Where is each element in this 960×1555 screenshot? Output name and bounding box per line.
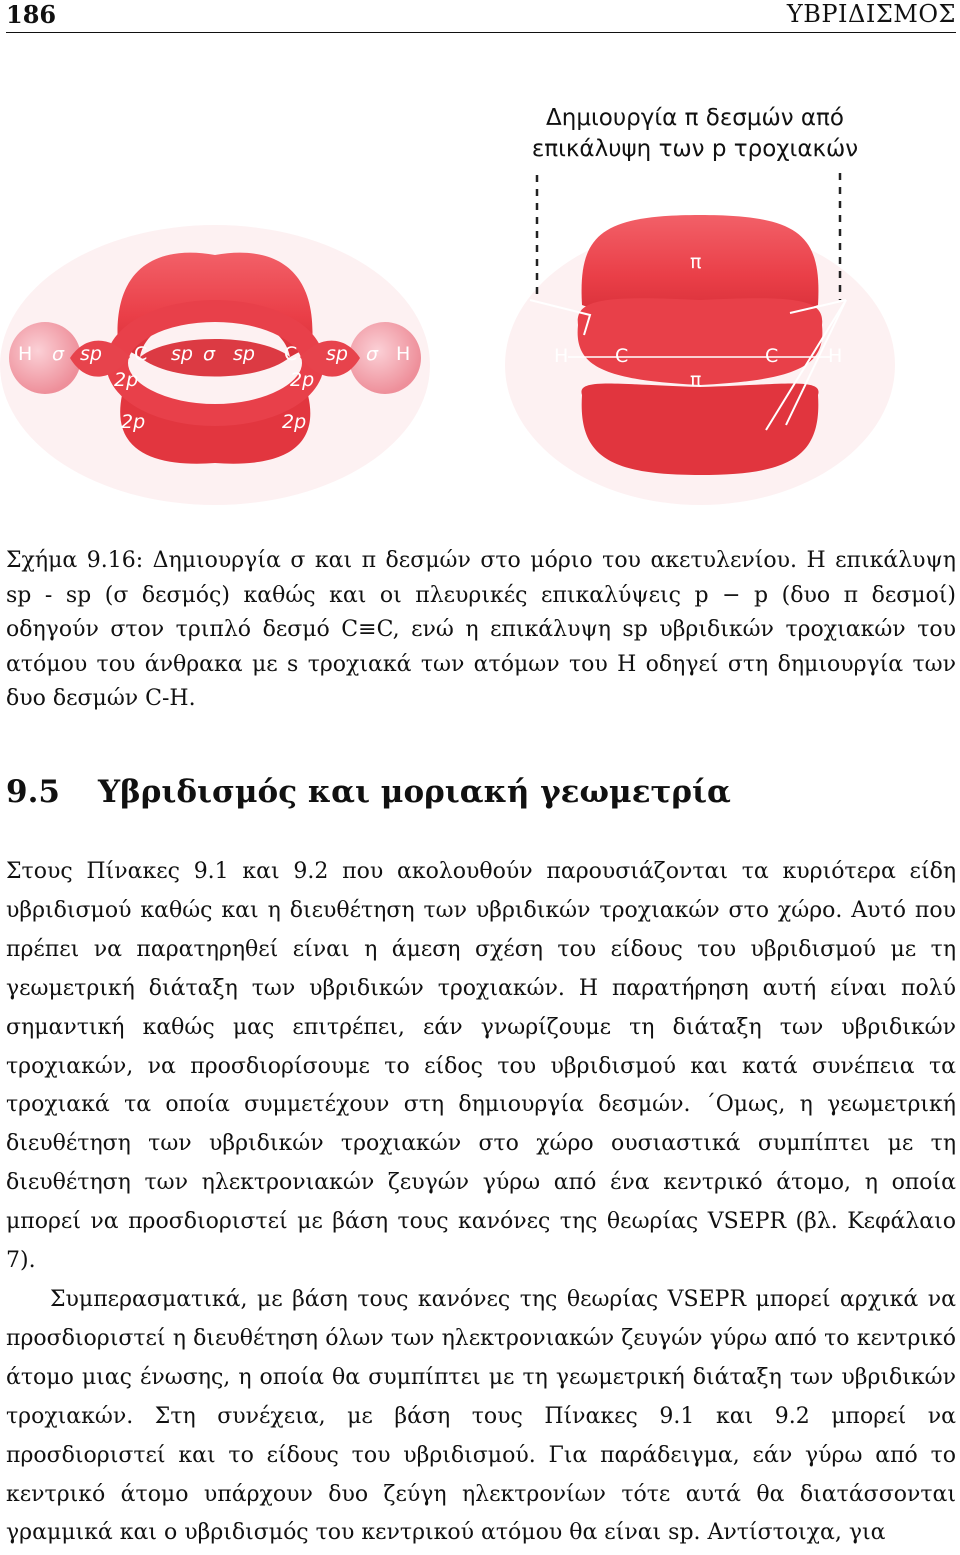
right-orbital-view bbox=[505, 173, 895, 505]
figure-annotation bbox=[500, 103, 890, 165]
label-c-left-right-view: C bbox=[615, 345, 629, 367]
label-pi-middle: π bbox=[690, 369, 702, 391]
label-sp-mid-right: sp bbox=[233, 343, 255, 365]
label-h-left-right-view: H bbox=[554, 345, 569, 367]
label-sp-right: sp bbox=[326, 343, 348, 365]
body-paragraph: Στους Πίνακες 9.1 και 9.2 που ακολουθούν παρουσιάζονται τα κυριότερα είδη υβριδισμού καθώς και η διευθέτηση των υβριδικών τροχιακών στο χώρο. Αυτό που πρέπει να παρατηρηθεί είναι η άμεση σχέση του είδους του υβριδισμού με τη γεωμετρική διάταξη των υβριδικών τροχιακών. Η παρατήρηση αυτή είναι πολύ σημαντική καθώς μας επιτρέπει, εάν γνωρίζουμε τη διάταξη των υβριδικών τροχιακών, να προσδιορίσουμε το είδος του υβριδισμού και κατά συνέπεια τα τροχιακά τα οποία συμμετέχουν στη δημιουργία δεσμών. ΄Ομως, η γεωμετρική διευθέτηση των υβριδικών τροχιακών στο χώρο ουσιαστικά συμπίπτει με τη διευθέτηση των ηλεκτρονιακών ζευγών γύρω από ένα κεντρικό άτομο, η οποία μπορεί να προσδιοριστεί με βάση τους κανόνες της θεωρίας VSEPR (βλ. Κεφάλαιο 7). bbox=[6, 859, 956, 1274]
label-sigma-right: σ bbox=[366, 343, 379, 365]
label-sp-left: sp bbox=[80, 343, 102, 365]
body-paragraph: Συμπερασματικά, με βάση τους κανόνες της θεωρίας VSEPR μπορεί αρχικά να προσδιοριστεί η διευθέτηση όλων των ηλεκτρονιακών ζευγών γύρω από το κεντρικό άτομο μιας ένωσης, η οποία θα συμπίπτει με τη γεωμετρική διάταξη των υβριδικών τροχιακών. Στη συνέχεια, με βάση τους Πίνακες 9.1 και 9.2 μπορεί να προσδιοριστεί και το είδους του υβριδισμού. Για παράδειγμα, εάν γύρω από το κεντρικό άτομο υπάρχουν δυο ζεύγη ηλεκτρονίων τότε αυτά θα διατάσσονται γραμμικά και ο υβριδισμός του κεντρικού ατόμου θα είναι sp. Αντίστοιχα, για bbox=[6, 1287, 956, 1546]
label-h-right-right-view: H bbox=[828, 345, 843, 367]
label-h-left: H bbox=[18, 343, 33, 365]
figure-annotation-line-2: επικάλυψη των p τροχιακών bbox=[531, 136, 859, 162]
left-orbital-view bbox=[0, 225, 430, 505]
label-c-left: C bbox=[134, 343, 148, 365]
page-number: 186 bbox=[6, 0, 57, 29]
label-h-right: H bbox=[396, 343, 411, 365]
running-title: ΥΒΡΙΔΙΣΜΟΣ bbox=[786, 0, 956, 28]
acetylene-orbital-figure bbox=[0, 95, 960, 515]
label-2p-lower-left: 2p bbox=[121, 411, 146, 433]
label-pi-top: π bbox=[690, 251, 702, 273]
section-heading bbox=[6, 774, 731, 810]
label-2p-upper-left: 2p bbox=[114, 369, 139, 391]
pi-lobe-bottom bbox=[581, 384, 818, 476]
label-sp-mid-left: sp bbox=[171, 343, 193, 365]
label-sigma-left: σ bbox=[52, 343, 65, 365]
label-c-right-right-view: C bbox=[765, 345, 779, 367]
figure-annotation-line-1: Δημιουργία π δεσμών από bbox=[546, 105, 844, 131]
figure-caption: Σχήμα 9.16: Δημιουργία σ και π δεσμών στο μόριο του ακετυλενίου. Η επικάλυψη sp - sp (σ δεσμός) καθώς και οι πλευρικές επικαλύψεις p − p (δυο π δεσμοί) οδηγούν στον τριπλό δεσμό C≡C, ενώ η επικάλυψη sp υβριδικών τροχιακών του ατόμου του άνθρακα με s τροχιακά των ατόμων του H οδηγεί στη δημιουργία των δυο δεσμών C-H. bbox=[6, 548, 956, 711]
label-2p-lower-right: 2p bbox=[282, 411, 307, 433]
label-c-right: C bbox=[284, 343, 298, 365]
label-2p-upper-right: 2p bbox=[290, 369, 315, 391]
label-sigma-mid: σ bbox=[203, 343, 216, 365]
section-number: 9.5 bbox=[6, 774, 60, 810]
section-title: Υβριδισμός και μοριακή γεωμετρία bbox=[98, 774, 731, 810]
running-header bbox=[6, 0, 956, 33]
